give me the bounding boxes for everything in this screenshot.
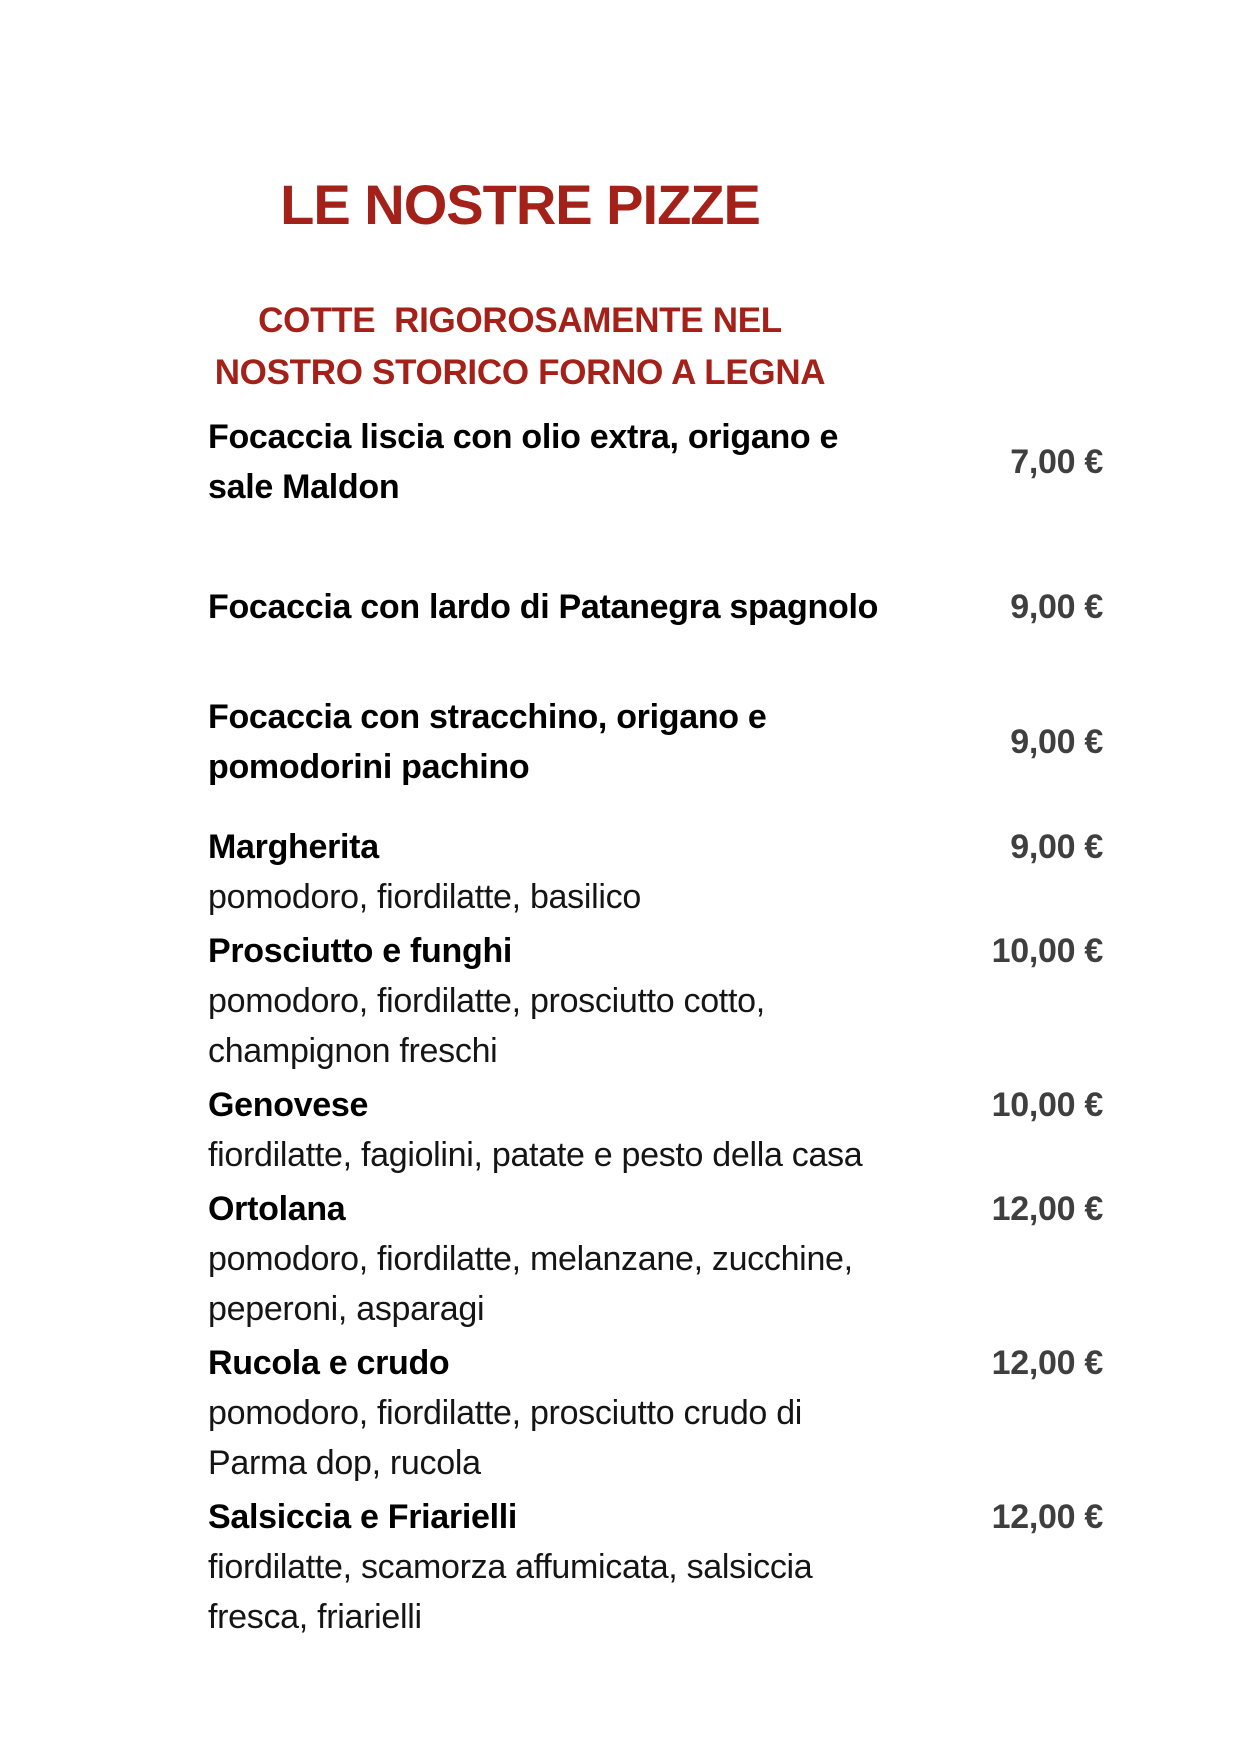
item-name-line: pomodorini pachino bbox=[208, 748, 530, 786]
item-name bbox=[208, 692, 908, 792]
item-description-line: pomodoro, fiordilatte, prosciutto crudo di bbox=[208, 1394, 803, 1432]
item-text bbox=[208, 412, 908, 512]
menu-item-row bbox=[208, 1492, 1103, 1642]
item-name bbox=[208, 822, 908, 872]
item-description-line: Parma dop, rucola bbox=[208, 1444, 481, 1482]
item-description-line: fiordilatte, fagiolini, patate e pesto della casa bbox=[208, 1136, 863, 1174]
item-name-line: Rucola e crudo bbox=[208, 1344, 450, 1382]
item-text bbox=[208, 822, 908, 922]
item-price: 10,00 € bbox=[991, 1086, 1103, 1124]
item-description bbox=[208, 1388, 908, 1488]
item-description bbox=[208, 1234, 908, 1334]
item-text bbox=[208, 1080, 908, 1180]
item-description-line: champignon freschi bbox=[208, 1032, 498, 1070]
subtitle-line: NOSTRO STORICO FORNO A LEGNA bbox=[214, 353, 826, 392]
item-description-line: pomodoro, fiordilatte, basilico bbox=[208, 878, 641, 916]
item-price: 9,00 € bbox=[1010, 828, 1103, 866]
menu-item-row bbox=[208, 1080, 1103, 1180]
item-price: 12,00 € bbox=[991, 1344, 1103, 1382]
item-name-line: Margherita bbox=[208, 828, 379, 866]
item-name bbox=[208, 926, 908, 976]
menu-items bbox=[208, 412, 1103, 1642]
menu-item-row bbox=[208, 1338, 1103, 1488]
item-name-line: Focaccia con lardo di Patanegra spagnolo bbox=[208, 588, 879, 626]
item-text bbox=[208, 692, 908, 792]
item-name bbox=[208, 1338, 908, 1388]
item-name-line: Genovese bbox=[208, 1086, 369, 1124]
subtitle-line: COTTE RIGOROSAMENTE NEL bbox=[258, 301, 782, 340]
item-price: 10,00 € bbox=[991, 932, 1103, 970]
menu-item-row bbox=[208, 582, 1103, 632]
item-text bbox=[208, 1338, 908, 1488]
item-price: 7,00 € bbox=[1010, 443, 1103, 481]
item-price: 9,00 € bbox=[1010, 723, 1103, 761]
menu-item-row bbox=[208, 692, 1103, 792]
menu-item-row bbox=[208, 1184, 1103, 1334]
item-name-line: Prosciutto e funghi bbox=[208, 932, 513, 970]
item-name-line: Ortolana bbox=[208, 1190, 346, 1228]
item-text bbox=[208, 1184, 908, 1334]
page-title: LE NOSTRE PIZZE bbox=[280, 173, 760, 236]
menu-item-row bbox=[208, 412, 1103, 512]
item-description bbox=[208, 1542, 908, 1642]
item-description-line: fresca, friarielli bbox=[208, 1598, 422, 1636]
item-text bbox=[208, 926, 908, 1076]
item-description bbox=[208, 1130, 908, 1180]
menu-subtitle bbox=[208, 295, 832, 399]
item-name bbox=[208, 1184, 908, 1234]
item-description-line: pomodoro, fiordilatte, melanzane, zucchine, bbox=[208, 1240, 853, 1278]
menu-item-row bbox=[208, 926, 1103, 1076]
item-name-line: sale Maldon bbox=[208, 468, 400, 506]
item-name-line: Salsiccia e Friarielli bbox=[208, 1498, 518, 1536]
item-description-line: peperoni, asparagi bbox=[208, 1290, 485, 1328]
item-text bbox=[208, 1492, 908, 1642]
menu-header bbox=[208, 170, 832, 399]
item-name bbox=[208, 1080, 908, 1130]
item-price: 9,00 € bbox=[1010, 588, 1103, 626]
item-name-line: Focaccia con stracchino, origano e bbox=[208, 698, 767, 736]
item-description-line: fiordilatte, scamorza affumicata, salsiccia bbox=[208, 1548, 813, 1586]
item-name bbox=[208, 412, 908, 512]
item-text bbox=[208, 582, 908, 632]
item-price: 12,00 € bbox=[991, 1498, 1103, 1536]
item-name bbox=[208, 582, 908, 632]
item-description bbox=[208, 872, 908, 922]
menu-item-row bbox=[208, 822, 1103, 922]
item-description-line: pomodoro, fiordilatte, prosciutto cotto, bbox=[208, 982, 765, 1020]
item-description bbox=[208, 976, 908, 1076]
item-name bbox=[208, 1492, 908, 1542]
item-price: 12,00 € bbox=[991, 1190, 1103, 1228]
item-name-line: Focaccia liscia con olio extra, origano e bbox=[208, 418, 839, 456]
